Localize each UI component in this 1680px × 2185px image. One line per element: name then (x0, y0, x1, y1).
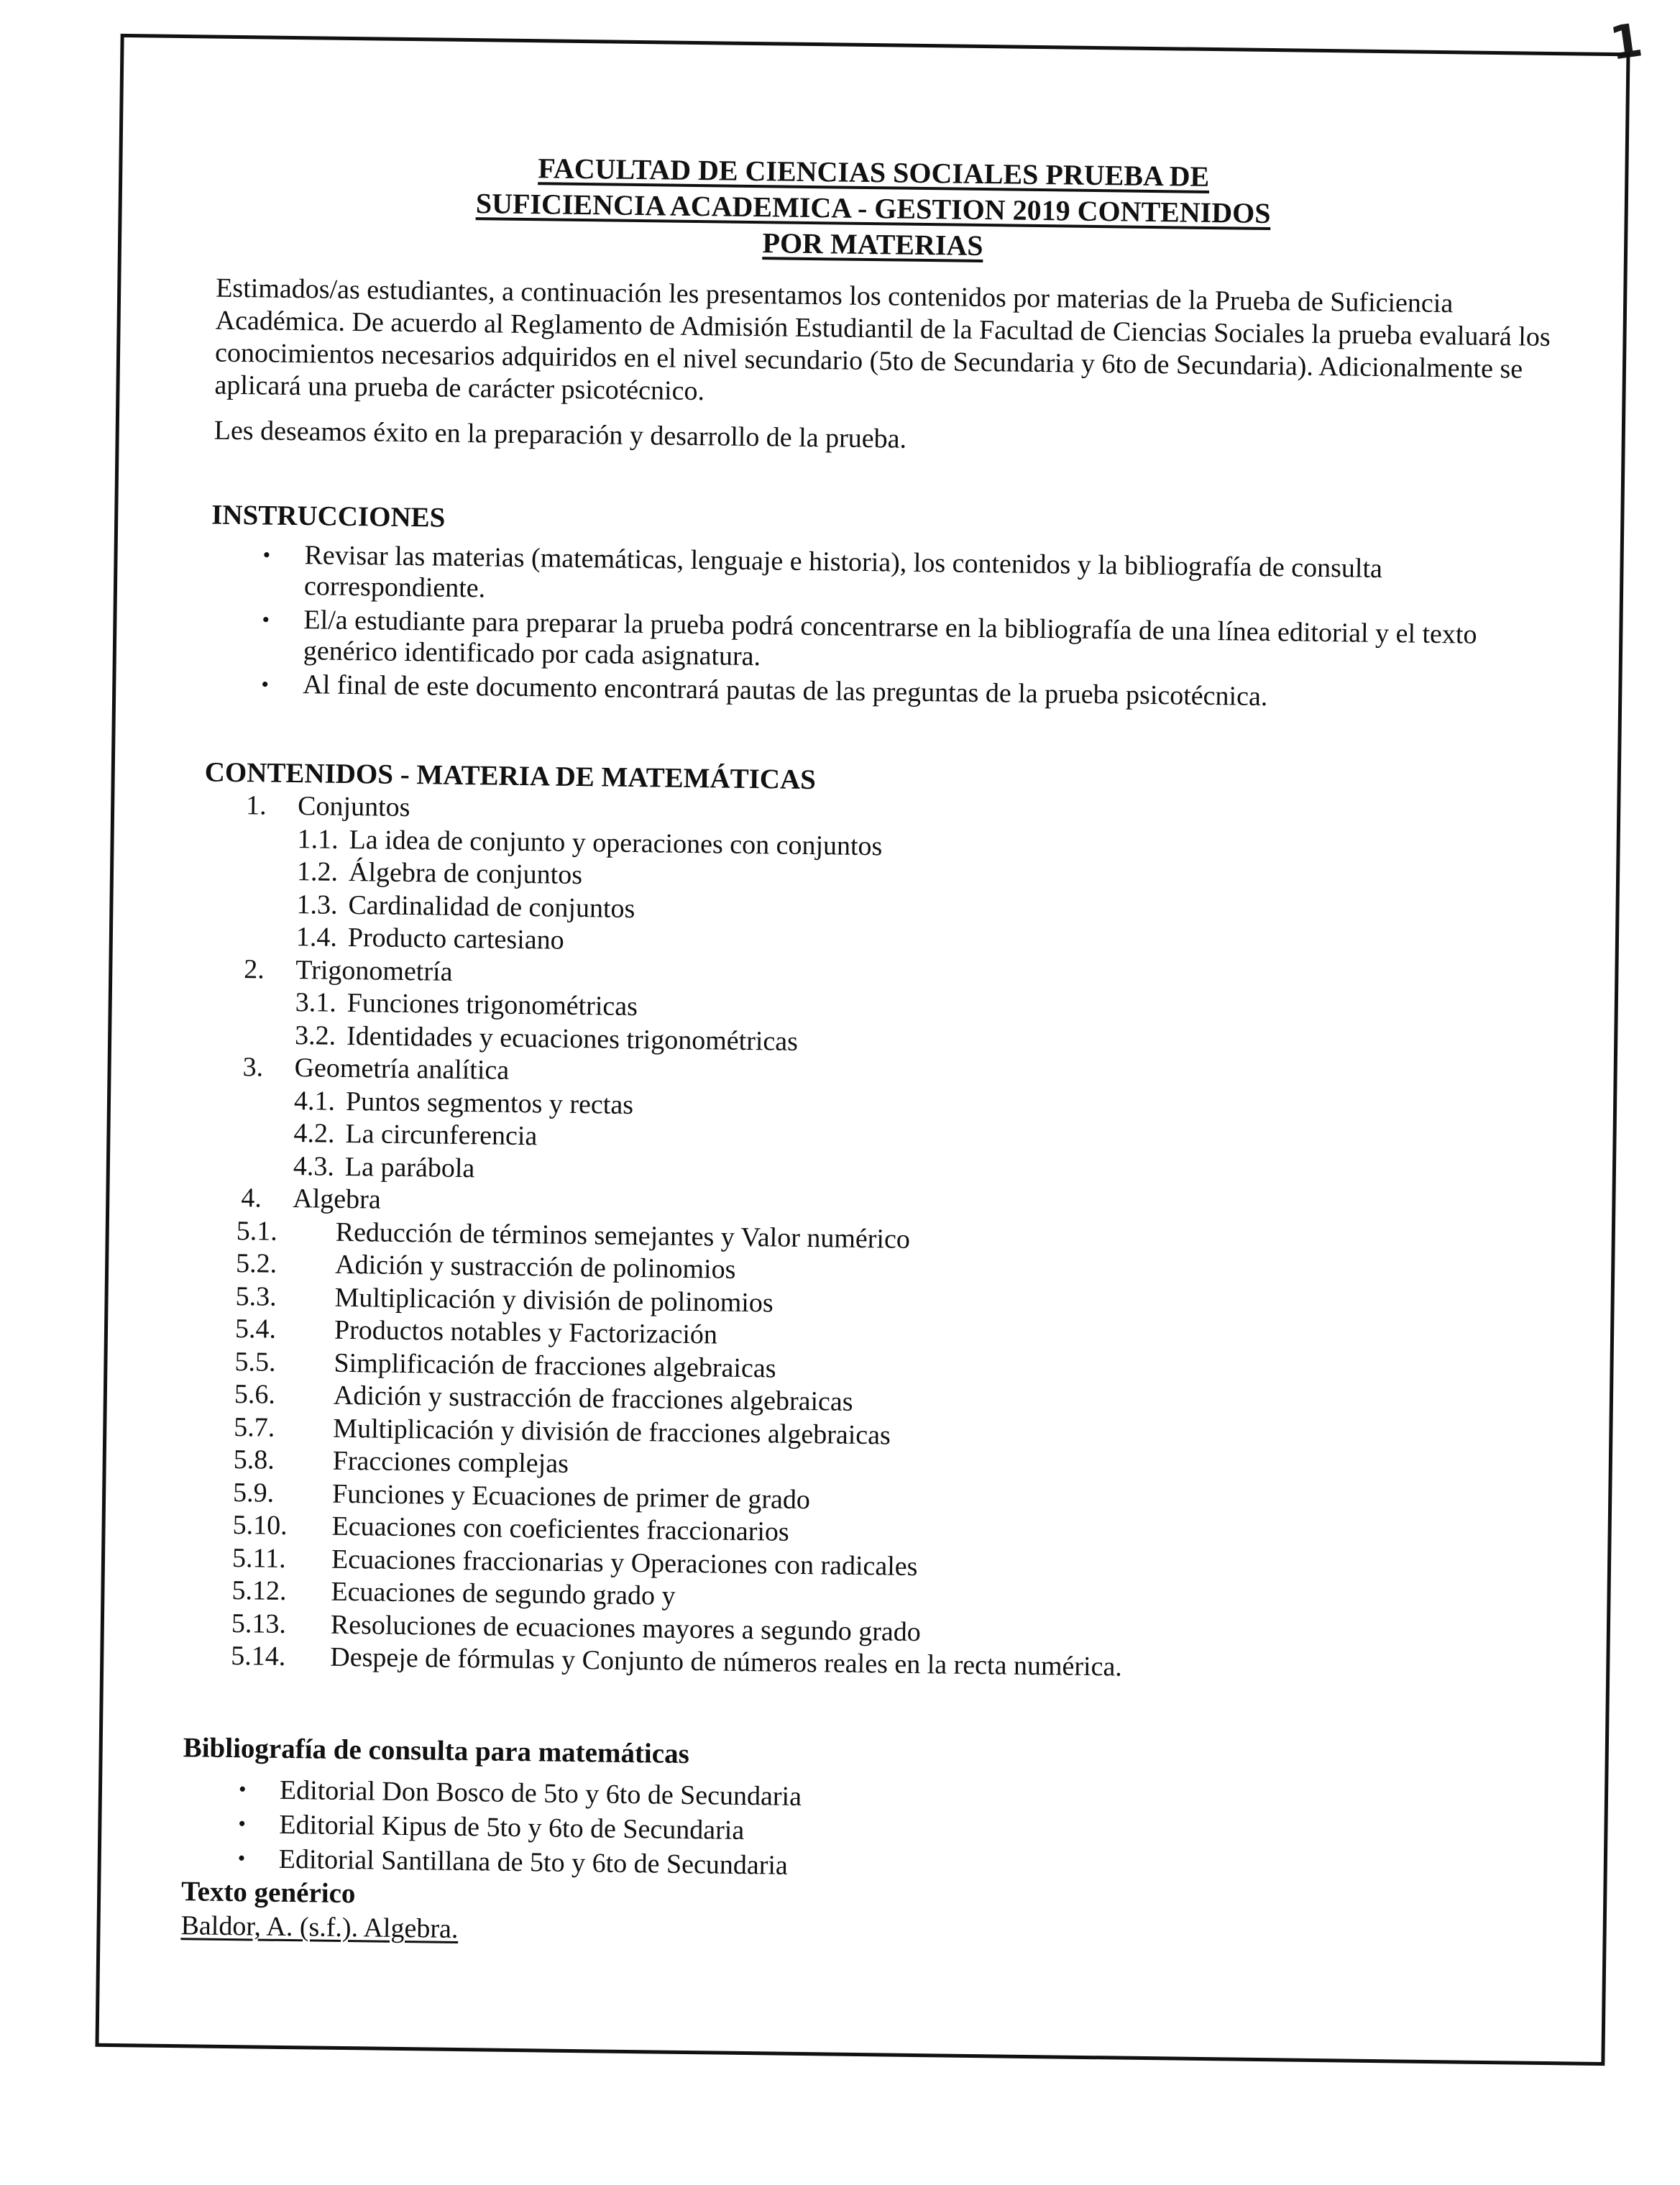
subtopic-number: 5.1. (236, 1215, 278, 1247)
bibliography-text: Editorial Kipus de 5to y 6to de Secundaria (279, 1809, 745, 1846)
bibliography-text: Editorial Don Bosco de 5to y 6to de Secundaria (279, 1774, 802, 1813)
subtopic-number: 1.2. (296, 856, 339, 887)
bibliography-list (181, 1772, 1520, 1892)
bullet-icon: • (262, 608, 270, 632)
topic-number: 4. (241, 1183, 262, 1214)
generic-text-reference: Baldor, A. (s.f.). Algebra. (180, 1910, 459, 1945)
handwritten-page-number: 1 (1607, 14, 1646, 71)
subtopic-label: Álgebra de conjuntos (348, 856, 583, 891)
instructions-list (209, 539, 1548, 716)
bullet-icon: • (238, 1812, 247, 1836)
instructions-section (209, 499, 1548, 719)
subtopic-label: Adición y sustracción de fracciones algebraicas (333, 1380, 853, 1417)
page-border-frame (95, 34, 1630, 2066)
instruction-text: Al final de este documento encontrará pautas de las preguntas de la prueba psicotécnica. (303, 669, 1268, 713)
subtopic-label: Multiplicación y división de polinomios (334, 1282, 774, 1318)
bullet-icon: • (262, 543, 271, 567)
topic-number: 2. (244, 953, 265, 985)
generic-text-heading: Texto genérico (180, 1876, 356, 1910)
topic-label: Algebra (293, 1183, 381, 1215)
bibliography-section (180, 1731, 1520, 1959)
subtopic-number: 4.1. (293, 1085, 336, 1117)
subtopic-label: Puntos segmentos y rectas (345, 1086, 634, 1120)
topic-number: 1. (245, 790, 267, 821)
subtopic-number: 5.5. (234, 1346, 276, 1378)
subtopic-number: 1.4. (295, 922, 338, 953)
title-line-2: SUFICIENCIA ACADEMICA - GESTION 2019 CONTENIDOS (475, 187, 1271, 230)
subtopic-number: 5.14. (231, 1641, 286, 1672)
instructions-heading: INSTRUCCIONES (211, 499, 446, 533)
topic-label: Trigonometría (295, 954, 453, 987)
subtopic-number: 3.1. (295, 987, 337, 1018)
subtopic-number: 5.4. (234, 1314, 277, 1345)
closing-wish-paragraph: Les deseamos éxito en la preparación y desarrollo de la prueba. (214, 415, 907, 454)
subtopic-number: 5.11. (231, 1542, 286, 1574)
title-line-3: POR MATERIAS (762, 226, 983, 262)
bullet-icon: • (237, 1846, 246, 1871)
subtopic-label: Reducción de términos semejantes y Valor numérico (335, 1217, 911, 1255)
subtopic-number: 3.2. (294, 1020, 336, 1051)
document-content (99, 37, 1627, 2062)
intro-section (214, 272, 1553, 464)
subtopic-label: La idea de conjunto y operaciones con conjuntos (349, 824, 883, 861)
math-contents-heading: CONTENIDOS - MATERIA DE MATEMÁTICAS (204, 756, 817, 796)
subtopic-label: Ecuaciones con coeficientes fraccionarios (331, 1511, 789, 1547)
subtopic-number: 5.8. (233, 1444, 275, 1475)
instruction-text: El/a estudiante para preparar la prueba podrá concentrarse en la bibliografía de una línea editorial y el texto genérico identificado por cada asignatura. (303, 605, 1477, 672)
subtopic-label: Funciones y Ecuaciones de primer de grado (331, 1478, 811, 1515)
subtopic-number: 5.7. (234, 1411, 275, 1443)
subtopic-label: Producto cartesiano (347, 922, 564, 956)
topic-number: 3. (242, 1052, 264, 1083)
subtopic-label: La circunferencia (345, 1118, 538, 1152)
title-line-1: FACULTAD DE CIENCIAS SOCIALES PRUEBA DE (538, 152, 1210, 193)
subtopic-label: Productos notables y Factorización (334, 1314, 718, 1350)
subtopic-label: Despeje de fórmulas y Conjunto de números reales en la recta numérica. (330, 1641, 1123, 1682)
bibliography-heading: Bibliografía de consulta para matemáticas (183, 1732, 690, 1770)
topic-label: Conjuntos (297, 791, 410, 823)
topic-label: Geometría analítica (294, 1053, 510, 1086)
subtopic-number: 4.2. (293, 1118, 335, 1149)
subtopic-number: 5.2. (235, 1248, 277, 1279)
subtopic-label: Cardinalidad de conjuntos (348, 889, 635, 924)
subtopic-number: 1.1. (297, 823, 339, 855)
bullet-icon: • (261, 672, 270, 697)
bullet-icon: • (238, 1777, 247, 1802)
subtopic-label: Identidades y ecuaciones trigonométricas (346, 1020, 799, 1057)
subtopic-number: 5.9. (232, 1477, 275, 1508)
subtopic-number: 4.3. (293, 1150, 335, 1182)
subtopic-number: 5.10. (232, 1510, 288, 1541)
bibliography-text: Editorial Santillana de 5to y 6to de Secundaria (278, 1843, 789, 1881)
subtopic-number: 1.3. (296, 889, 338, 920)
subtopic-label: Simplificación de fracciones algebraicas (334, 1347, 776, 1384)
subtopic-label: Ecuaciones de segundo grado y (331, 1576, 676, 1611)
subtopic-label: Adición y sustracción de polinomios (334, 1249, 736, 1285)
subtopic-number: 5.13. (231, 1608, 287, 1639)
subtopic-label: La parábola (344, 1151, 475, 1183)
document-title (121, 145, 1625, 272)
intro-paragraph: Estimados/as estudiantes, a continuación les presentamos los contenidos por materias de la Prueba de Suficiencia Académica. De acuerdo al Reglamento de Admisión Estudiantil de la Facultad de Ciencias Sociales la prueba evaluará los conocimientos necesarios adquiridos en el nivel secundario (5to de Secundaria y 6to de Secundaria). Adicionalmente se aplicará una prueba de carácter psicotécnico. (214, 272, 1551, 407)
subtopic-label: Multiplicación y división de fracciones algebraicas (333, 1413, 891, 1451)
math-contents-section (193, 756, 1542, 1689)
subtopic-label: Ecuaciones fraccionarias y Operaciones con radicales (331, 1544, 918, 1582)
subtopic-label: Resoluciones de ecuaciones mayores a segundo grado (330, 1609, 922, 1647)
subtopic-number: 5.12. (231, 1575, 287, 1606)
subtopic-number: 5.3. (235, 1281, 277, 1312)
instruction-text: Revisar las materias (matemáticas, lenguaje e historia), los contenidos y la bibliografía de consulta correspondiente. (303, 540, 1383, 604)
subtopic-number: 5.6. (234, 1379, 276, 1410)
subtopic-label: Fracciones complejas (332, 1445, 569, 1479)
subtopic-label: Funciones trigonométricas (346, 987, 638, 1022)
